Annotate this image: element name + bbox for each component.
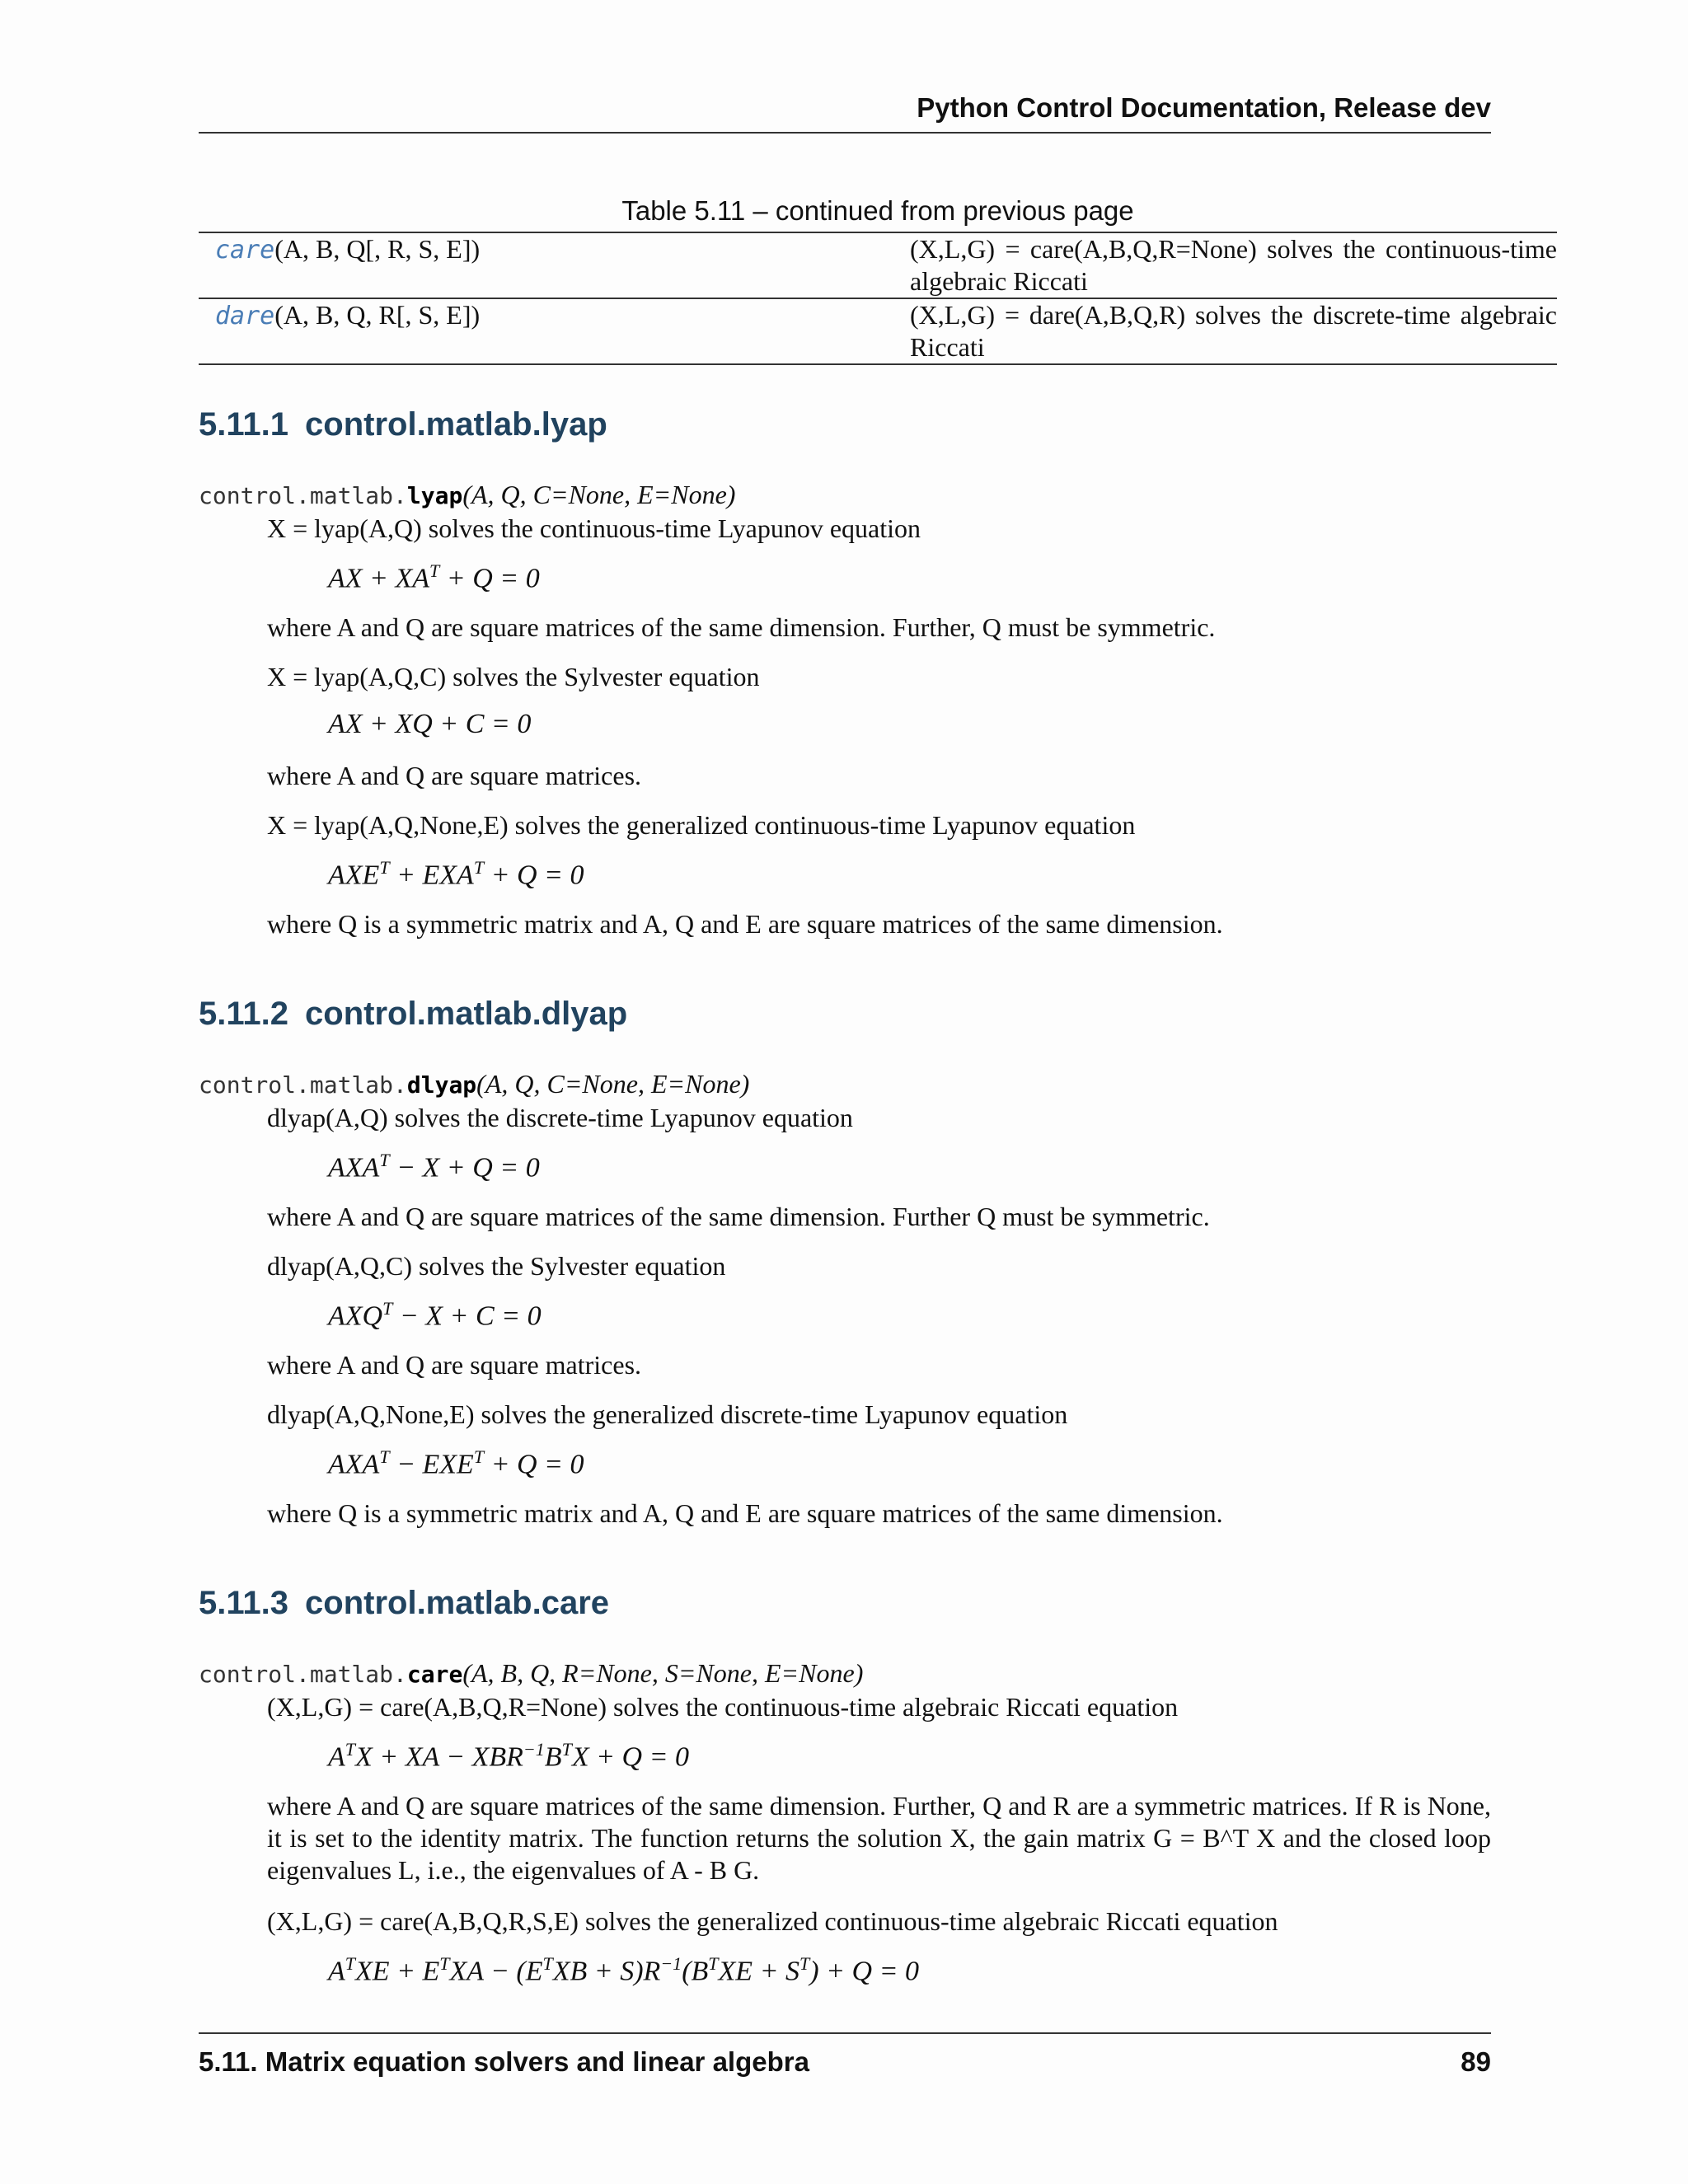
paragraph: where A and Q are square matrices. <box>267 1350 642 1380</box>
paragraph: where A and Q are square matrices of the same dimension. Further Q must be symmetric. <box>267 1202 1210 1231</box>
paragraph: X = lyap(A,Q) solves the continuous-time Lyapunov equation <box>267 513 921 543</box>
equation: $AXA^T - X + Q = 0$ <box>328 1150 540 1183</box>
table-row <box>199 232 1557 298</box>
signature-args: (A, B, Q[, R, S, E]) <box>274 234 481 264</box>
summary-table <box>199 232 1557 365</box>
function-params: (A, Q, C=None, E=None) <box>476 1069 750 1099</box>
function-params: (A, Q, C=None, E=None) <box>462 480 736 509</box>
section-number: 5.11.2 <box>199 996 289 1032</box>
paragraph: where A and Q are square matrices. <box>267 761 642 790</box>
function-signature-care <box>199 1658 863 1689</box>
paragraph: where A and Q are square matrices of the same dimension. Further, Q and R are a symmetric matrices. If R is None, it is set to the identity matrix. The function returns the solution X, the gain matrix G = B^T X and the closed loop eigenvalues L, i.e., the eigenvalues of A - B G. <box>267 1791 1491 1885</box>
paragraph: where A and Q are square matrices of the same dimension. Further, Q must be symmetric. <box>267 612 1216 642</box>
table-cell-description: (X,L,G) = care(A,B,Q,R=None) solves the continuous-time algebraic Riccati <box>910 234 1557 296</box>
function-name: lyap <box>406 482 463 509</box>
document-title: Python Control Documentation, Release dev <box>917 92 1491 123</box>
table-cell-signature <box>199 232 910 298</box>
equation: $AXQ^T - X + C = 0$ <box>328 1298 542 1332</box>
paragraph: (X,L,G) = care(A,B,Q,R=None) solves the continuous-time algebraic Riccati equation <box>267 1692 1179 1722</box>
page-footer <box>199 2032 1491 2077</box>
paragraph: dlyap(A,Q,None,E) solves the generalized discrete-time Lyapunov equation <box>267 1399 1068 1429</box>
section-heading-lyap <box>199 406 607 443</box>
equation: $A^TXE + E^TXA - (E^TXB + S)R^{-1}(B^TXE + S^T) + Q = 0$ <box>328 1953 920 1987</box>
section-number: 5.11.1 <box>199 406 289 443</box>
module-path: control.matlab. <box>199 482 407 509</box>
paragraph: where Q is a symmetric matrix and A, Q and E are square matrices of the same dimension. <box>267 909 1223 939</box>
section-number: 5.11.3 <box>199 1585 289 1621</box>
section-title: control.matlab.lyap <box>305 406 607 443</box>
care-link[interactable]: care <box>215 236 275 265</box>
equation: AX + XQ + C = 0 <box>328 709 532 739</box>
equation: $AXA^T - EXE^T + Q = 0$ <box>328 1446 584 1480</box>
equation: $AXE^T + EXA^T + Q = 0$ <box>328 857 584 891</box>
function-signature-dlyap <box>199 1069 749 1099</box>
paragraph: dlyap(A,Q,C) solves the Sylvester equation <box>267 1251 726 1281</box>
paragraph: X = lyap(A,Q,None,E) solves the generalized continuous-time Lyapunov equation <box>267 810 1136 840</box>
page-number: 89 <box>1461 2046 1491 2077</box>
paragraph: dlyap(A,Q) solves the discrete-time Lyapunov equation <box>267 1103 853 1132</box>
footer-section: 5.11. Matrix equation solvers and linear algebra <box>199 2046 809 2077</box>
table-cell-signature <box>199 298 910 364</box>
page-header <box>199 92 1491 134</box>
function-name: care <box>406 1661 463 1688</box>
section-title: control.matlab.dlyap <box>305 996 628 1032</box>
paragraph: where Q is a symmetric matrix and A, Q and E are square matrices of the same dimension. <box>267 1498 1223 1528</box>
table-row <box>199 298 1557 364</box>
paragraph: X = lyap(A,Q,C) solves the Sylvester equation <box>267 662 760 691</box>
table-cell-description: (X,L,G) = dare(A,B,Q,R) solves the discrete-time algebraic Riccati <box>910 300 1557 362</box>
section-title: control.matlab.care <box>305 1585 610 1621</box>
table-caption: Table 5.11 – continued from previous page <box>621 195 1134 226</box>
function-params: (A, B, Q, R=None, S=None, E=None) <box>462 1658 864 1688</box>
function-name: dlyap <box>406 1071 477 1099</box>
signature-args: (A, B, Q, R[, S, E]) <box>274 300 481 330</box>
module-path: control.matlab. <box>199 1661 407 1688</box>
equation: AX + $XA^T + Q = 0$ <box>328 560 540 594</box>
module-path: control.matlab. <box>199 1071 407 1099</box>
function-signature-lyap <box>199 480 735 510</box>
dare-link[interactable]: dare <box>215 302 275 330</box>
section-heading-dlyap <box>199 996 627 1033</box>
equation: $A^TX$ + XA − $XBR^{-1}B^TX + Q = 0$ <box>328 1739 690 1773</box>
paragraph: (X,L,G) = care(A,B,Q,R,S,E) solves the generalized continuous-time algebraic Riccati equation <box>267 1906 1278 1936</box>
section-heading-care <box>199 1585 609 1622</box>
